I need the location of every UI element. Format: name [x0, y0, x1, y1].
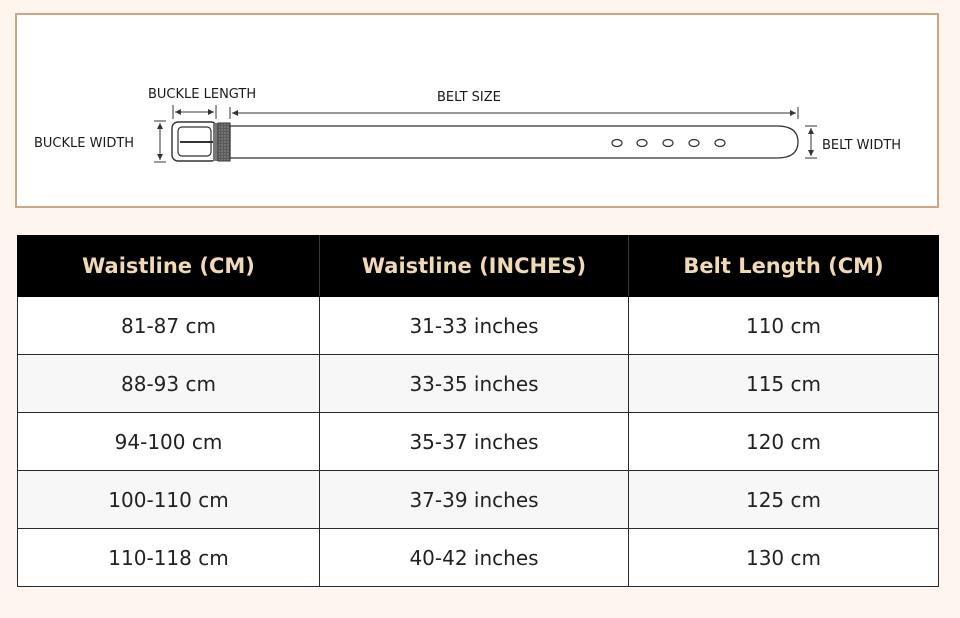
buckle-length-label: BUCKLE LENGTH — [148, 87, 257, 102]
table-row — [18, 297, 939, 355]
cell-waistline-cm: 94-100 cm — [18, 413, 320, 471]
table-row — [18, 355, 939, 413]
table-row — [18, 529, 939, 587]
belt-diagram-panel — [15, 13, 939, 208]
belt-strap — [230, 126, 798, 158]
cell-waistline-inches: 31-33 inches — [320, 297, 629, 355]
belt-size-label: BELT SIZE — [437, 90, 501, 105]
table-header-row — [18, 236, 939, 297]
cell-waistline-cm: 100-110 cm — [18, 471, 320, 529]
cell-belt-length: 115 cm — [629, 355, 939, 413]
buckle-width-dimension — [154, 121, 166, 162]
buckle-length-dimension — [173, 105, 216, 119]
cell-waistline-inches: 33-35 inches — [320, 355, 629, 413]
belt-size-dimension — [230, 107, 798, 119]
belt-hole — [715, 140, 725, 147]
header-belt-length-cm: Belt Length (CM) — [629, 236, 939, 297]
cell-belt-length: 110 cm — [629, 297, 939, 355]
cell-belt-length: 125 cm — [629, 471, 939, 529]
cell-waistline-inches: 37-39 inches — [320, 471, 629, 529]
belt-hole — [663, 140, 673, 147]
belt-width-dimension — [805, 126, 817, 158]
cell-waistline-cm: 88-93 cm — [18, 355, 320, 413]
header-waistline-cm: Waistline (CM) — [18, 236, 320, 297]
buckle — [172, 122, 218, 161]
belt-diagram — [17, 15, 937, 206]
belt-hole — [689, 140, 699, 147]
belt-keeper — [218, 123, 230, 161]
buckle-width-label: BUCKLE WIDTH — [34, 136, 135, 151]
cell-waistline-inches: 35-37 inches — [320, 413, 629, 471]
belt-hole — [637, 140, 647, 147]
cell-belt-length: 120 cm — [629, 413, 939, 471]
cell-belt-length: 130 cm — [629, 529, 939, 587]
cell-waistline-inches: 40-42 inches — [320, 529, 629, 587]
header-waistline-inches: Waistline (INCHES) — [320, 236, 629, 297]
table-row — [18, 471, 939, 529]
size-chart-table — [17, 235, 939, 587]
cell-waistline-cm: 81-87 cm — [18, 297, 320, 355]
cell-waistline-cm: 110-118 cm — [18, 529, 320, 587]
belt-hole — [612, 140, 622, 147]
belt-width-label: BELT WIDTH — [822, 138, 902, 153]
table-row — [18, 413, 939, 471]
